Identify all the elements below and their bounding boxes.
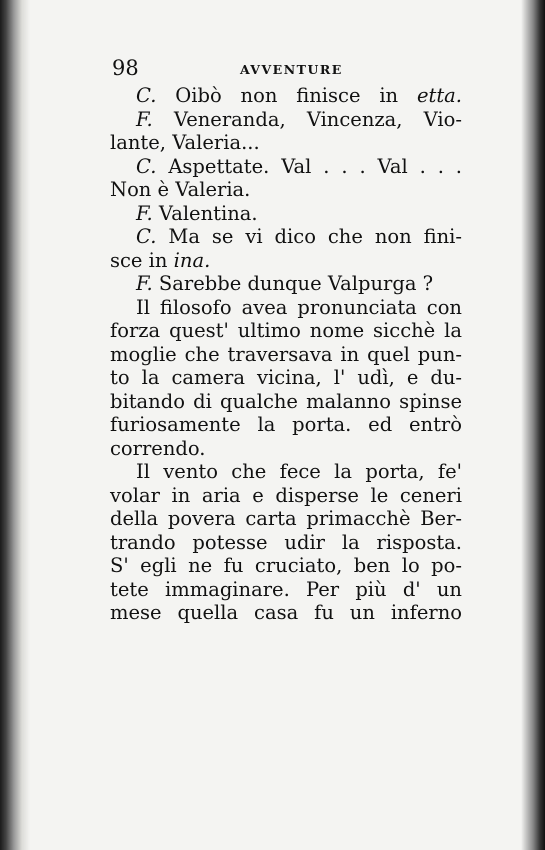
line-text: to la camera vicina, l' udì, e du- (110, 366, 462, 389)
text-line (110, 131, 462, 155)
text-line (110, 155, 462, 179)
text-line (110, 249, 462, 273)
speaker-mark: C. (136, 225, 157, 248)
line-text: Aspettate. Val . . . Val . . . (156, 154, 462, 178)
line-text: Il filosofo avea pronunciata con (136, 295, 462, 319)
page-edge-shadow (521, 0, 545, 850)
binding-shadow (0, 0, 30, 850)
running-title: AVVENTURE (240, 62, 343, 77)
line-text: forza quest' ultimo nome sicchè la (110, 319, 462, 342)
line-text: Oibò non finisce in (156, 84, 417, 107)
line-text: bitando di qualche malanno spinse (110, 389, 462, 413)
text-line (110, 460, 462, 484)
speaker-mark: C. (136, 154, 157, 178)
speaker-mark: F. (136, 201, 153, 225)
line-text: Veneranda, Vincenza, Vio- (152, 107, 462, 131)
text-line (110, 225, 462, 249)
line-text: moglie che traversava in quel pun- (110, 342, 462, 366)
line-text: S' egli ne fu cruciato, ben lo po- (110, 554, 462, 577)
text-line (110, 296, 462, 320)
line-text: Il vento che fece la porta, fe' (136, 460, 462, 483)
text-line (110, 343, 462, 367)
speaker-mark: F. (136, 107, 153, 131)
line-text: furiosamente la porta. ed entrò (110, 413, 462, 436)
line-text: trando potesse udir la risposta. (110, 530, 462, 554)
line-text: della povera carta primacchè Ber- (110, 507, 462, 530)
text-line (110, 437, 462, 461)
text-line (110, 319, 462, 343)
text-line (110, 390, 462, 414)
line-text: lante, Valeria... (110, 131, 260, 154)
text-line (110, 484, 462, 508)
text-line (110, 108, 462, 132)
line-text: Sarebbe dunque Valpurga ? (152, 272, 434, 295)
line-text: Valentina. (152, 201, 258, 225)
speaker-mark: C. (136, 84, 157, 107)
speaker-mark: F. (136, 272, 153, 295)
text-line (110, 84, 462, 108)
text-line (110, 413, 462, 437)
text-line (110, 554, 462, 578)
text-line (110, 531, 462, 555)
line-text: volar in aria e disperse le ceneri (110, 483, 462, 507)
line-text: Non è Valeria. (110, 178, 251, 201)
page-body (110, 84, 462, 625)
line-text: sce in (110, 248, 174, 272)
line-emphasis: ina. (173, 248, 211, 272)
line-text: tete immaginare. Per più d' un (110, 577, 462, 601)
text-line (110, 366, 462, 390)
line-text: mese quella casa fu un inferno (110, 601, 462, 624)
text-line (110, 178, 462, 202)
text-line (110, 578, 462, 602)
line-emphasis: etta. (416, 84, 462, 107)
page-header (112, 56, 460, 82)
page-number: 98 (112, 56, 139, 80)
text-line (110, 507, 462, 531)
text-line (110, 272, 462, 296)
text-line (110, 202, 462, 226)
line-text: correndo. (110, 436, 206, 460)
text-line (110, 601, 462, 625)
line-text: Ma se vi dico che non fini- (156, 225, 462, 248)
